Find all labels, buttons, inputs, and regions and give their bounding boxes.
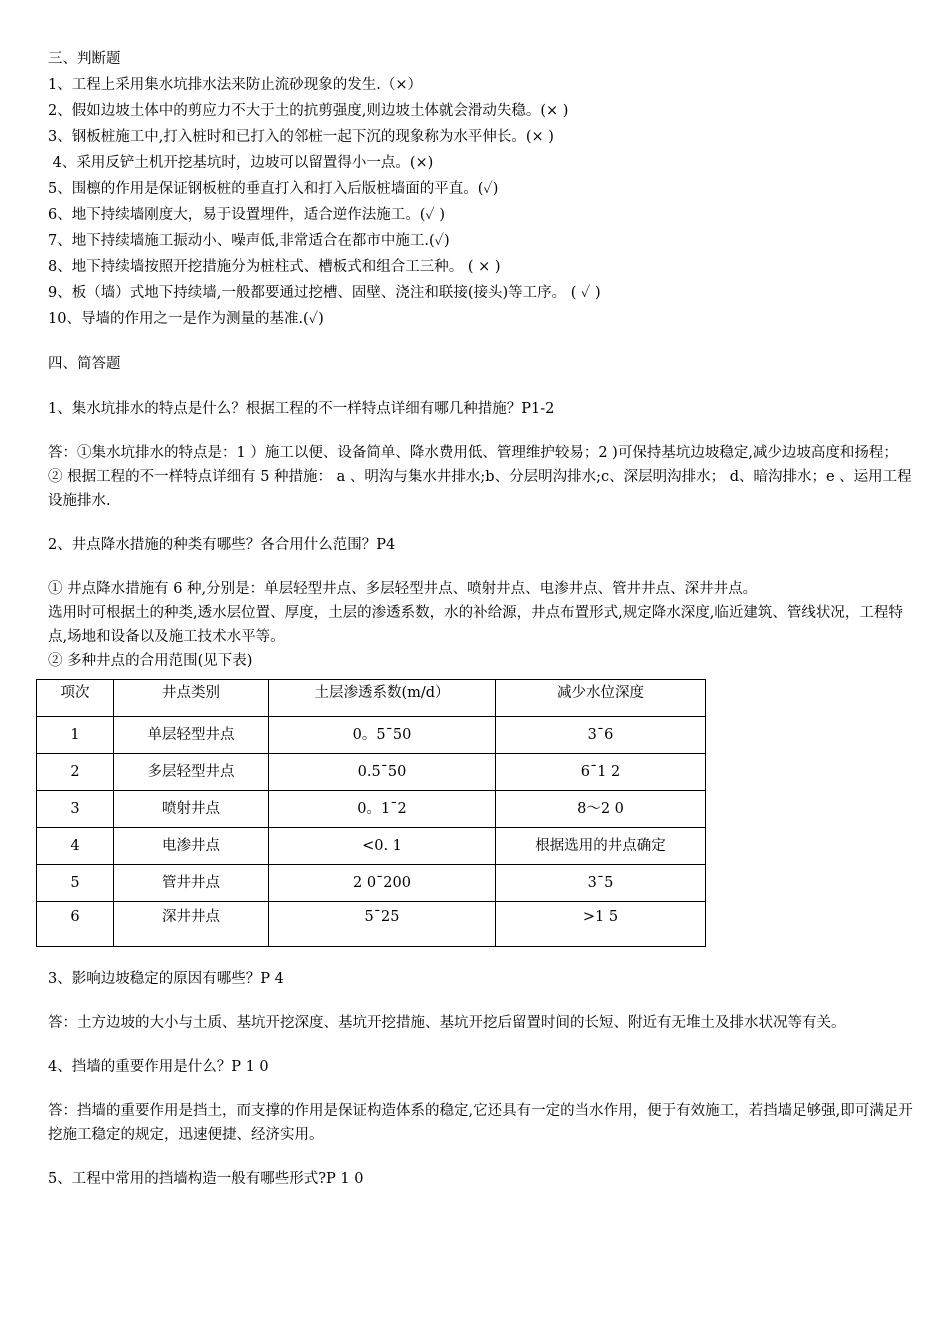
table-cell: 多层轻型井点 — [114, 754, 269, 791]
judge-item-10: 10、导墙的作用之一是作为测量的基准.(✓) — [48, 311, 324, 327]
q1-question: 1、集水坑排水的特点是什么？根据工程的不一样特点详细有哪几种措施？P1-2 — [48, 401, 555, 417]
table-cell: 0.5¯50 — [269, 754, 496, 791]
judge-item-5: 5、围檩的作用是保证钢板桩的垂直打入和打入后版桩墙面的平直。(✓) — [48, 181, 499, 197]
document-page — [48, 46, 918, 1192]
judge-item-1: 1、工程上采用集水坑排水法来防止流砂现象的发生.（×） — [48, 77, 422, 93]
q2-answer-1: ① 井点降水措施有 6 种,分别是：单层轻型井点、多层轻型井点、喷射井点、电渗井点、管井井点、深井井点。 — [48, 581, 758, 597]
table-cell: 8～2 0 — [496, 791, 706, 828]
table-cell: 5¯25 — [269, 902, 496, 947]
table-cell: <0. 1 — [269, 828, 496, 865]
q3-answer: 答：土方边坡的大小与土质、基坑开挖深度、基坑开挖措施、基坑开挖后留置时间的长短、附近有无堆土及排水状况等有关。 — [48, 1015, 846, 1031]
table-cell: 单层轻型井点 — [114, 717, 269, 754]
table-cell: 1 — [37, 717, 114, 754]
well-point-table — [36, 679, 706, 947]
q2-answer-3: ② 多种井点的合用范围(见下表) — [48, 653, 253, 669]
table-cell: 喷射井点 — [114, 791, 269, 828]
table-cell: 3 — [37, 791, 114, 828]
table-cell: 0。1¯2 — [269, 791, 496, 828]
table-header-cell: 减少水位深度 — [496, 680, 706, 717]
table-row — [37, 717, 706, 754]
judge-item-3: 3、钢板桩施工中,打入桩时和已打入的邻桩一起下沉的现象称为水平伸长。(× ) — [48, 129, 554, 145]
judge-item-6: 6、地下持续墙刚度大，易于设置埋件，适合逆作法施工。(✓ ) — [48, 207, 445, 223]
table-row — [37, 828, 706, 865]
judge-item-8: 8、地下持续墙按照开挖措施分为桩柱式、槽板式和组合工三种。 ( × ) — [48, 259, 501, 275]
q3-question: 3、影响边坡稳定的原因有哪些？P 4 — [48, 971, 284, 987]
table-header-cell: 土层渗透系数(m/d） — [269, 680, 496, 717]
table-cell: 根据选用的井点确定 — [496, 828, 706, 865]
section3-heading: 三、判断题 — [48, 51, 121, 67]
judge-item-7: 7、地下持续墙施工振动小、噪声低,非常适合在都市中施工.(✓) — [48, 233, 450, 249]
judge-item-9: 9、板（墙）式地下持续墙,一般都要通过挖槽、固壁、浇注和联接(接头)等工序。 ( ✓ ) — [48, 285, 601, 301]
table-row — [37, 791, 706, 828]
table-cell: 管井井点 — [114, 865, 269, 902]
q4-answer: 答：挡墙的重要作用是挡土，而支撑的作用是保证构造体系的稳定,它还具有一定的当水作用，便于有效施工，若挡墙足够强,即可满足开挖施工稳定的规定，迅速便捷、经济实用。 — [48, 1103, 913, 1143]
q2-question: 2、井点降水措施的种类有哪些？各合用什么范围？P4 — [48, 537, 396, 553]
table-cell: 2 — [37, 754, 114, 791]
q1-answer-2: ② 根据工程的不一样特点详细有 5 种措施： a 、明沟与集水井排水;b、分层明沟排水;c、深层明沟排水； d、暗沟排水；e 、运用工程设施排水. — [48, 469, 912, 509]
q2-answer-2: 选用时可根据土的种类,透水层位置、厚度，土层的渗透系数，水的补给源，井点布置形式,规定降水深度,临近建筑、管线状况，工程特点,场地和设备以及施工技术水平等。 — [48, 605, 903, 645]
table-cell: 3¯6 — [496, 717, 706, 754]
table-cell: 深井井点 — [114, 902, 269, 947]
judge-item-2: 2、假如边坡土体中的剪应力不大于土的抗剪强度,则边坡土体就会滑动失稳。(× ) — [48, 103, 569, 119]
judge-item-4: 4、采用反铲土机开挖基坑时，边坡可以留置得小一点。(×) — [48, 155, 434, 171]
table-cell: 0。5¯50 — [269, 717, 496, 754]
table-cell: 电渗井点 — [114, 828, 269, 865]
table-cell: 6¯1 2 — [496, 754, 706, 791]
table-header-cell: 井点类别 — [114, 680, 269, 717]
q1-answer-1: 答：①集水坑排水的特点是：1 ）施工以便、设备简单、降水费用低、管理维护较易；2 )可保持基坑边坡稳定,减少边坡高度和扬程； — [48, 445, 898, 461]
table-row — [37, 902, 706, 947]
q4-question: 4、挡墙的重要作用是什么？P 1 0 — [48, 1059, 269, 1075]
table-cell: 5 — [37, 865, 114, 902]
table-header-row — [37, 680, 706, 717]
table-cell: 2 0¯200 — [269, 865, 496, 902]
table-cell: 3¯5 — [496, 865, 706, 902]
table-row — [37, 865, 706, 902]
q5-question: 5、工程中常用的挡墙构造一般有哪些形式?P 1 0 — [48, 1171, 364, 1187]
table-cell: 6 — [37, 902, 114, 947]
table-cell: 4 — [37, 828, 114, 865]
section4-heading: 四、简答题 — [48, 356, 121, 372]
table-cell: >1 5 — [496, 902, 706, 947]
table-row — [37, 754, 706, 791]
table-header-cell: 项次 — [37, 680, 114, 717]
